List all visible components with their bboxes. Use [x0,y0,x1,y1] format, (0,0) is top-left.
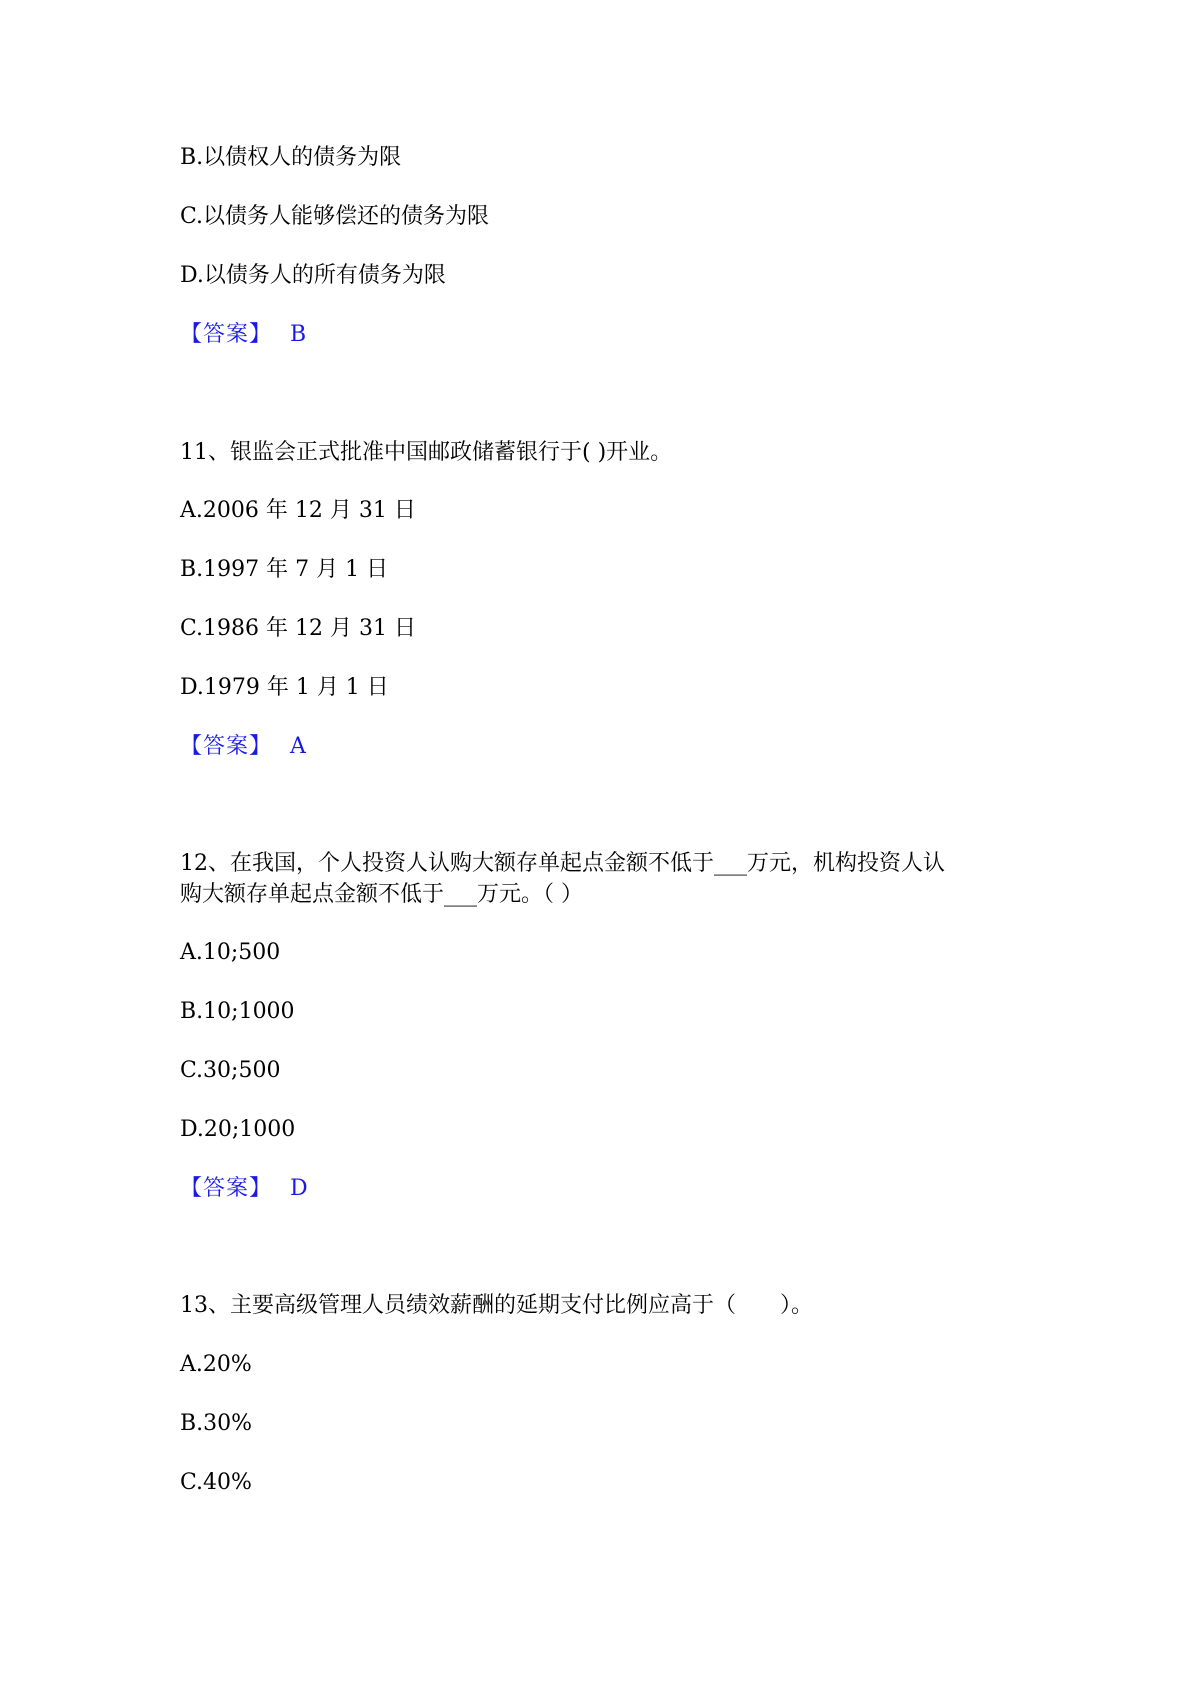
q13-stem: 13、主要高级管理人员绩效薪酬的延期支付比例应高于（ ）。 [180,1293,813,1318]
answer-label: 【答案】 [180,1176,273,1201]
q12-option-a: A.10;500 [180,940,281,965]
answer-value: B [290,322,307,347]
q10-answer [180,320,306,350]
q11-stem: 11、银监会正式批准中国邮政储蓄银行于( )开业。 [180,440,673,465]
q10-option-c: C.以债务人能够偿还的债务为限 [180,204,490,229]
q13-option-b: B.30% [180,1411,253,1436]
q11-option-b: B.1997 年 7 月 1 日 [180,557,389,582]
q10-option-d: D.以债务人的所有债务为限 [180,263,446,288]
q12-stem-line2: 购大额存单起点金额不低于___万元。（ ） [180,882,583,907]
q13-option-c: C.40% [180,1470,252,1495]
q11-answer [180,732,306,762]
q11-option-a: A.2006 年 12 月 31 日 [180,498,416,523]
q12-stem-line1: 12、在我国，个人投资人认购大额存单起点金额不低于___万元，机构投资人认 [180,851,945,876]
answer-value: D [290,1176,308,1201]
answer-value: A [290,734,306,759]
q11-option-d: D.1979 年 1 月 1 日 [180,675,389,700]
q12-answer [180,1174,308,1204]
q12-option-b: B.10;1000 [180,999,295,1024]
q13-option-a: A.20% [180,1352,252,1377]
q12-option-c: C.30;500 [180,1058,281,1083]
q12-option-d: D.20;1000 [180,1117,296,1142]
q10-option-b: B.以债权人的债务为限 [180,145,402,170]
answer-label: 【答案】 [180,322,273,347]
answer-label: 【答案】 [180,734,273,759]
q11-option-c: C.1986 年 12 月 31 日 [180,616,416,641]
